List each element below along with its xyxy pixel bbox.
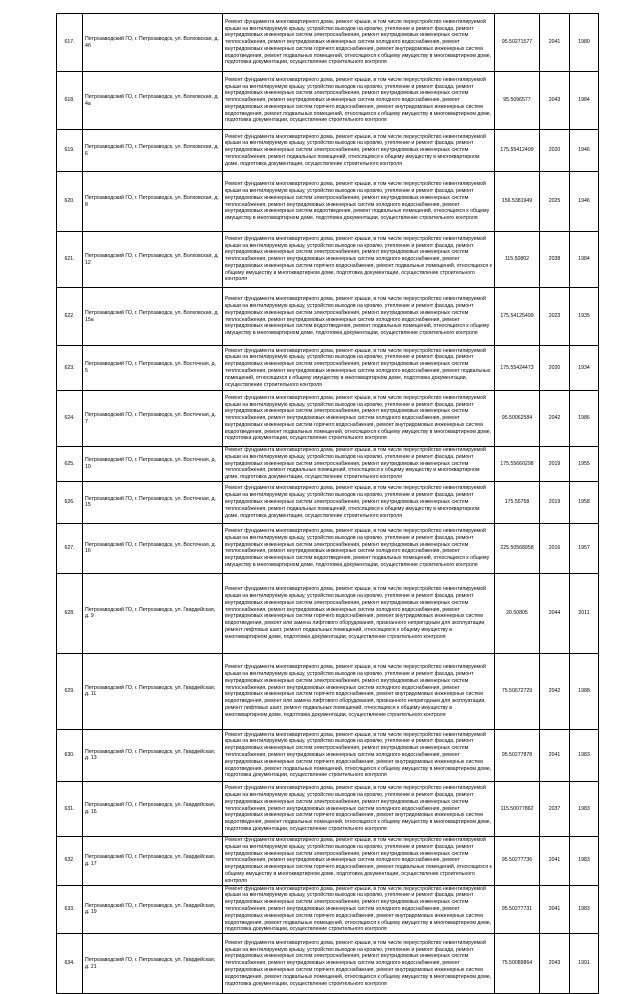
build-year-cell: 1986 [570, 391, 599, 447]
work-description-cell: Ремонт фундамента многоквартирного дома, ремонт крыши, в том числе переустройство невентилируемой крыши на вентилируемую крышу, устройство выходов на кровлю, утепление и ремонт фасада, ремонт внутридомовых инженерных систем электроснабжения, ремонт внутридомовых инженерных систем теплоснабжения, ремонт внутридомовых инженерных систем холодного водоснабжения, ремонт внутридомовых инженерных систем горячего водоснабжения, ремонт внутридомовых инженерных систем водоотведения, ремонт подвальных помещений, относящихся к общему имуществу в многоквартирном доме, подготовка документации, осуществление строительного контроля [223, 885, 495, 934]
registry-table [56, 13, 599, 994]
planned-year-cell: 2019 [540, 447, 570, 482]
row-number-cell: 634. [57, 934, 83, 994]
table-row [57, 288, 599, 346]
table-row [57, 523, 599, 573]
cost-cell: 95.50277736 [495, 836, 540, 885]
table-row [57, 447, 599, 482]
address-cell: Петрозаводский ГО, г. Петрозаводск, ул. Гвардейская, д. 9 [83, 573, 223, 653]
work-description-cell: Ремонт фундамента многоквартирного дома, ремонт крыши, в том числе переустройство невентилируемой крыши на вентилируемую крышу, устройство выходов на кровлю, утепление и ремонт фасада, ремонт внутридомовых инженерных систем электроснабжения, ремонт внутридомовых инженерных систем теплоснабжения, ремонт внутридомовых инженерных систем холодного водоснабжения, ремонт внутридомовых инженерных систем водоотведения, ремонт подвальных помещений, относящихся к общему имуществу в многоквартирном доме, подготовка документации, осуществление строительного контроля [223, 172, 495, 232]
work-description-cell: Ремонт фундамента многоквартирного дома, ремонт крыши, в том числе переустройство невентилируемой крыши на вентилируемую крышу, устройство выходов на кровлю, утепление и ремонт фасада, ремонт внутридомовых инженерных систем электроснабжения, ремонт внутридомовых инженерных систем теплоснабжения, ремонт внутридомовых инженерных систем холодного водоснабжения, ремонт внутридомовых инженерных систем горячего водоснабжения, ремонт внутридомовых инженерных систем водоотведения, ремонт подвальных помещений, относящихся к общему имуществу в многоквартирном доме, подготовка документации, осуществление строительного контроля [223, 391, 495, 447]
address-cell: Петрозаводский ГО, г. Петрозаводск, ул. Восточная, д. 7 [83, 391, 223, 447]
planned-year-cell: 2041 [540, 836, 570, 885]
table-row [57, 934, 599, 994]
build-year-cell: 1934 [570, 346, 599, 391]
build-year-cell: 1984 [570, 72, 599, 130]
table-row [57, 72, 599, 130]
table-row [57, 172, 599, 232]
build-year-cell: 1957 [570, 523, 599, 573]
cost-cell: 95.50277878 [495, 729, 540, 781]
planned-year-cell: 2016 [540, 523, 570, 573]
address-cell: Петрозаводский ГО, г. Петрозаводск, ул. Волховская, д. 4б [83, 14, 223, 72]
address-cell: Петрозаводский ГО, г. Петрозаводск, ул. Гвардейская, д. 21 [83, 934, 223, 994]
work-description-cell: Ремонт фундамента многоквартирного дома, ремонт крыши, в том числе переустройство невентилируемой крыши на вентилируемую крышу, устройство выходов на кровлю, утепление и ремонт фасада, ремонт внутридомовых инженерных систем электроснабжения, ремонт внутридомовых инженерных систем теплоснабжения, ремонт внутридомовых инженерных систем холодного водоснабжения, ремонт внутридомовых инженерных систем горячего водоснабжения, ремонт внутридомовых инженерных систем водоотведения, ремонт подвальных помещений, относящихся к общему имуществу в многоквартирном доме, подготовка документации, осуществление строительного контроля [223, 72, 495, 130]
row-number-cell: 623. [57, 346, 83, 391]
table-row [57, 573, 599, 653]
build-year-cell: 1983 [570, 729, 599, 781]
work-description-cell: Ремонт фундамента многоквартирного дома, ремонт крыши, в том числе переустройство невентилируемой крыши на вентилируемую крышу, устройство выходов на кровлю, утепление и ремонт фасада, ремонт внутридомовых инженерных систем электроснабжения, ремонт внутридомовых инженерных систем теплоснабжения, ремонт внутридомовых инженерных систем холодного водоснабжения, ремонт внутридомовых инженерных систем горячего водоснабжения, ремонт внутридомовых инженерных систем водоотведения, ремонт или замена лифтового оборудования, признанного непригодным для эксплуатации, ремонт лифтовых шахт, ремонт подвальных помещений, относящихся к общему имуществу в многоквартирном доме, подготовка документации, осуществление строительного контроля [223, 573, 495, 653]
cost-cell: 175.55424473 [495, 346, 540, 391]
address-cell: Петрозаводский ГО, г. Петрозаводск, ул. Гвардейская, д. 17 [83, 836, 223, 885]
row-number-cell: 627. [57, 523, 83, 573]
address-cell: Петрозаводский ГО, г. Петрозаводск, ул. Гвардейская, д. 13 [83, 729, 223, 781]
address-cell: Петрозаводский ГО, г. Петрозаводск, ул. Восточная, д. 15 [83, 481, 223, 523]
cost-cell: 175.55412499 [495, 130, 540, 172]
planned-year-cell: 2042 [540, 391, 570, 447]
build-year-cell: 1946 [570, 172, 599, 232]
table-row [57, 836, 599, 885]
row-number-cell: 628. [57, 573, 83, 653]
build-year-cell: 1983 [570, 781, 599, 836]
planned-year-cell: 2037 [540, 781, 570, 836]
row-number-cell: 629. [57, 653, 83, 729]
planned-year-cell: 2023 [540, 288, 570, 346]
work-description-cell: Ремонт фундамента многоквартирного дома, ремонт крыши, в том числе переустройство невентилируемой крыши на вентилируемую крышу, устройство выходов на кровлю, утепление и ремонт фасада, ремонт внутридомовых инженерных систем электроснабжения, ремонт внутридомовых инженерных систем теплоснабжения, ремонт внутридомовых инженерных систем холодного водоснабжения, ремонт внутридомовых инженерных систем горячего водоснабжения, ремонт внутридомовых инженерных систем водоотведения, ремонт подвальных помещений, относящихся к общему имуществу в многоквартирном доме, подготовка документации, осуществление строительного контроля [223, 934, 495, 994]
address-cell: Петрозаводский ГО, г. Петрозаводск, ул. Волховская, д. 6 [83, 130, 223, 172]
cost-cell: 20.50805 [495, 573, 540, 653]
work-description-cell: Ремонт фундамента многоквартирного дома, ремонт крыши, в том числе переустройство невентилируемой крыши на вентилируемую крышу, устройство выходов на кровлю, утепление и ремонт фасада, ремонт внутридомовых инженерных систем электроснабжения, ремонт внутридомовых инженерных систем теплоснабжения, ремонт внутридомовых инженерных систем холодного водоснабжения, ремонт внутридомовых инженерных систем горячего водоснабжения, ремонт внутридомовых инженерных систем водоотведения, ремонт подвальных помещений, относящихся к общему имуществу в многоквартирном доме, подготовка документации, осуществление строительного контроля [223, 14, 495, 72]
table-row [57, 653, 599, 729]
registry-table-body [57, 14, 599, 994]
work-description-cell: Ремонт фундамента многоквартирного дома, ремонт крыши, в том числе переустройство невентилируемой крыши на вентилируемую крышу, устройство выходов на кровлю, утепление и ремонт фасада, ремонт внутридомовых инженерных систем электроснабжения, ремонт внутридомовых инженерных систем теплоснабжения, ремонт внутридомовых инженерных систем холодного водоснабжения, ремонт внутридомовых инженерных систем горячего водоснабжения, ремонт внутридомовых инженерных систем водоотведения, ремонт подвальных помещений, относящихся к общему имуществу в многоквартирном доме, подготовка документации, осуществление строительного контроля [223, 729, 495, 781]
work-description-cell: Ремонт фундамента многоквартирного дома, ремонт крыши, в том числе переустройство невентилируемой крыши на вентилируемую крышу, устройство выходов на кровлю, утепление и ремонт фасада, ремонт внутридомовых инженерных систем электроснабжения, ремонт внутридомовых инженерных систем теплоснабжения, ремонт внутридомовых инженерных систем холодного водоснабжения, ремонт внутридомовых инженерных систем водоотведения, ремонт подвальных помещений, относящихся к общему имуществу в многоквартирном доме, подготовка документации, осуществление строительного контроля [223, 523, 495, 573]
table-row [57, 781, 599, 836]
build-year-cell: 1980 [570, 14, 599, 72]
planned-year-cell: 2025 [540, 172, 570, 232]
cost-cell: 75.50089864 [495, 934, 540, 994]
work-description-cell: Ремонт фундамента многоквартирного дома, ремонт крыши, в том числе переустройство невентилируемой крыши на вентилируемую крышу, устройство выходов на кровлю, утепление и ремонт фасада, ремонт внутридомовых инженерных систем электроснабжения, ремонт внутридомовых инженерных систем теплоснабжения, ремонт подвальных помещений, относящихся к общему имуществу в многоквартирном доме, подготовка документации, осуществление строительного контроля [223, 481, 495, 523]
planned-year-cell: 2020 [540, 346, 570, 391]
build-year-cell: 1983 [570, 885, 599, 934]
address-cell: Петрозаводский ГО, г. Петрозаводск, ул. Восточная, д. 10 [83, 447, 223, 482]
work-description-cell: Ремонт фундамента многоквартирного дома, ремонт крыши, в том числе переустройство невентилируемой крыши на вентилируемую крышу, устройство выходов на кровлю, утепление и ремонт фасада, ремонт внутридомовых инженерных систем электроснабжения, ремонт внутридомовых инженерных систем теплоснабжения, ремонт внутридомовых инженерных систем холодного водоснабжения, ремонт внутридомовых инженерных систем горячего водоснабжения, ремонт подвальных помещений, относящихся к общему имуществу в многоквартирном доме, подготовка документации, осуществление строительного контроля [223, 836, 495, 885]
work-description-cell: Ремонт фундамента многоквартирного дома, ремонт крыши, в том числе переустройство невентилируемой крыши на вентилируемую крышу, устройство выходов на кровлю, утепление и ремонт фасада, ремонт внутридомовых инженерных систем электроснабжения, ремонт внутридомовых инженерных систем теплоснабжения, ремонт внутридомовых инженерных систем холодного водоснабжения, ремонт внутридомовых инженерных систем горячего водоснабжения, ремонт подвальных помещений, относящихся к общему имуществу в многоквартирном доме, подготовка документации, осуществление строительного контроля [223, 232, 495, 288]
row-number-cell: 632. [57, 836, 83, 885]
table-row [57, 130, 599, 172]
row-number-cell: 620. [57, 172, 83, 232]
cost-cell: 115.50077862 [495, 781, 540, 836]
address-cell: Петрозаводский ГО, г. Петрозаводск, ул. Волховская, д. 12 [83, 232, 223, 288]
planned-year-cell: 2041 [540, 885, 570, 934]
build-year-cell: 1983 [570, 836, 599, 885]
cost-cell: 175.55758 [495, 481, 540, 523]
table-row [57, 885, 599, 934]
build-year-cell: 1946 [570, 130, 599, 172]
row-number-cell: 625. [57, 447, 83, 482]
table-row [57, 391, 599, 447]
work-description-cell: Ремонт фундамента многоквартирного дома, ремонт крыши, в том числе переустройство невентилируемой крыши на вентилируемую крышу, устройство выходов на кровлю, утепление и ремонт фасада, ремонт внутридомовых инженерных систем электроснабжения, ремонт внутридомовых инженерных систем теплоснабжения, ремонт внутридомовых инженерных систем холодного водоснабжения, ремонт внутридомовых инженерных систем водоотведения, ремонт подвальных помещений, относящихся к общему имуществу в многоквартирном доме, подготовка документации, осуществление строительного контроля [223, 288, 495, 346]
planned-year-cell: 2038 [540, 232, 570, 288]
planned-year-cell: 2043 [540, 72, 570, 130]
table-row [57, 481, 599, 523]
address-cell: Петрозаводский ГО, г. Петрозаводск, ул. Гвардейская, д. 11 [83, 653, 223, 729]
planned-year-cell: 2020 [540, 130, 570, 172]
cost-cell: 95.50062584 [495, 391, 540, 447]
row-number-cell: 633. [57, 885, 83, 934]
cost-cell: 95.5096577 [495, 72, 540, 130]
cost-cell: 95.50277731 [495, 885, 540, 934]
table-row [57, 14, 599, 72]
build-year-cell: 1955 [570, 447, 599, 482]
cost-cell: 95.50271577 [495, 14, 540, 72]
address-cell: Петрозаводский ГО, г. Петрозаводск, ул. Волховская, д. 8 [83, 172, 223, 232]
planned-year-cell: 2043 [540, 934, 570, 994]
build-year-cell: 1984 [570, 232, 599, 288]
cost-cell: 156.5381949 [495, 172, 540, 232]
planned-year-cell: 2042 [540, 653, 570, 729]
row-number-cell: 621. [57, 232, 83, 288]
cost-cell: 225.50568958 [495, 523, 540, 573]
table-row [57, 346, 599, 391]
address-cell: Петрозаводский ГО, г. Петрозаводск, ул. Восточная, д. 16 [83, 523, 223, 573]
row-number-cell: 618. [57, 72, 83, 130]
planned-year-cell: 2041 [540, 14, 570, 72]
row-number-cell: 630. [57, 729, 83, 781]
address-cell: Петрозаводский ГО, г. Петрозаводск, ул. Гвардейская, д. 19 [83, 885, 223, 934]
row-number-cell: 626. [57, 481, 83, 523]
work-description-cell: Ремонт фундамента многоквартирного дома, ремонт крыши, в том числе переустройство невентилируемой крыши на вентилируемую крышу, устройство выходов на кровлю, утепление и ремонт фасада, ремонт внутридомовых инженерных систем электроснабжения, ремонт внутридомовых инженерных систем теплоснабжения, ремонт внутридомовых инженерных систем холодного водоснабжения, ремонт внутридомовых инженерных систем горячего водоснабжения, ремонт внутридомовых инженерных систем водоотведения, ремонт подвальных помещений, относящихся к общему имуществу в многоквартирном доме, подготовка документации, осуществление строительного контроля [223, 781, 495, 836]
build-year-cell: 1991 [570, 934, 599, 994]
planned-year-cell: 2041 [540, 729, 570, 781]
work-description-cell: Ремонт фундамента многоквартирного дома, ремонт крыши, в том числе переустройство невентилируемой крыши на вентилируемую крышу, устройство выходов на кровлю, утепление и ремонт фасада, ремонт внутридомовых инженерных систем электроснабжения, ремонт внутридомовых инженерных систем теплоснабжения, ремонт подвальных помещений, относящихся к общему имуществу в многоквартирном доме, подготовка документации, осуществление строительного контроля [223, 130, 495, 172]
address-cell: Петрозаводский ГО, г. Петрозаводск, ул. Гвардейская, д. 15 [83, 781, 223, 836]
planned-year-cell: 2044 [540, 573, 570, 653]
address-cell: Петрозаводский ГО, г. Петрозаводск, ул. Волховская, д. 15а [83, 288, 223, 346]
work-description-cell: Ремонт фундамента многоквартирного дома, ремонт крыши, в том числе переустройство невентилируемой крыши на вентилируемую крышу, устройство выходов на кровлю, утепление и ремонт фасада, ремонт внутридомовых инженерных систем электроснабжения, ремонт внутридомовых инженерных систем теплоснабжения, ремонт внутридомовых инженерных систем холодного водоснабжения, ремонт внутридомовых инженерных систем горячего водоснабжения, ремонт внутридомовых инженерных систем водоотведения, ремонт или замена лифтового оборудования, признанного непригодным для эксплуатации, ремонт лифтовых шахт, ремонт подвальных помещений, относящихся к общему имуществу в многоквартирном доме, подготовка документации, осуществление строительного контроля [223, 653, 495, 729]
build-year-cell: 2011 [570, 573, 599, 653]
row-number-cell: 617. [57, 14, 83, 72]
row-number-cell: 622. [57, 288, 83, 346]
table-row [57, 729, 599, 781]
build-year-cell: 1935 [570, 288, 599, 346]
address-cell: Петрозаводский ГО, г. Петрозаводск, ул. Восточная, д. 5 [83, 346, 223, 391]
row-number-cell: 624. [57, 391, 83, 447]
row-number-cell: 619. [57, 130, 83, 172]
row-number-cell: 631. [57, 781, 83, 836]
build-year-cell: 1958 [570, 481, 599, 523]
cost-cell: 115.50802 [495, 232, 540, 288]
work-description-cell: Ремонт фундамента многоквартирного дома, ремонт крыши, в том числе переустройство невентилируемой крыши на вентилируемую крышу, устройство выходов на кровлю, утепление и ремонт фасада, ремонт внутридомовых инженерных систем электроснабжения, ремонт внутридомовых инженерных систем теплоснабжения, ремонт подвальных помещений, относящихся к общему имуществу в многоквартирном доме, подготовка документации, осуществление строительного контроля [223, 447, 495, 482]
cost-cell: 175.54125499 [495, 288, 540, 346]
cost-cell: 75.50672729 [495, 653, 540, 729]
work-description-cell: Ремонт фундамента многоквартирного дома, ремонт крыши, в том числе переустройство невентилируемой крыши на вентилируемую крышу, устройство выходов на кровлю, утепление и ремонт фасада, ремонт внутридомовых инженерных систем электроснабжения, ремонт внутридомовых инженерных систем теплоснабжения, ремонт внутридомовых инженерных систем холодного водоснабжения, ремонт подвальных помещений, относящихся к общему имуществу в многоквартирном доме, подготовка документации, осуществление строительного контроля [223, 346, 495, 391]
cost-cell: 175.55660298 [495, 447, 540, 482]
planned-year-cell: 2019 [540, 481, 570, 523]
table-row [57, 232, 599, 288]
address-cell: Петрозаводский ГО, г. Петрозаводск, ул. Волховская, д. 4а [83, 72, 223, 130]
build-year-cell: 1988 [570, 653, 599, 729]
